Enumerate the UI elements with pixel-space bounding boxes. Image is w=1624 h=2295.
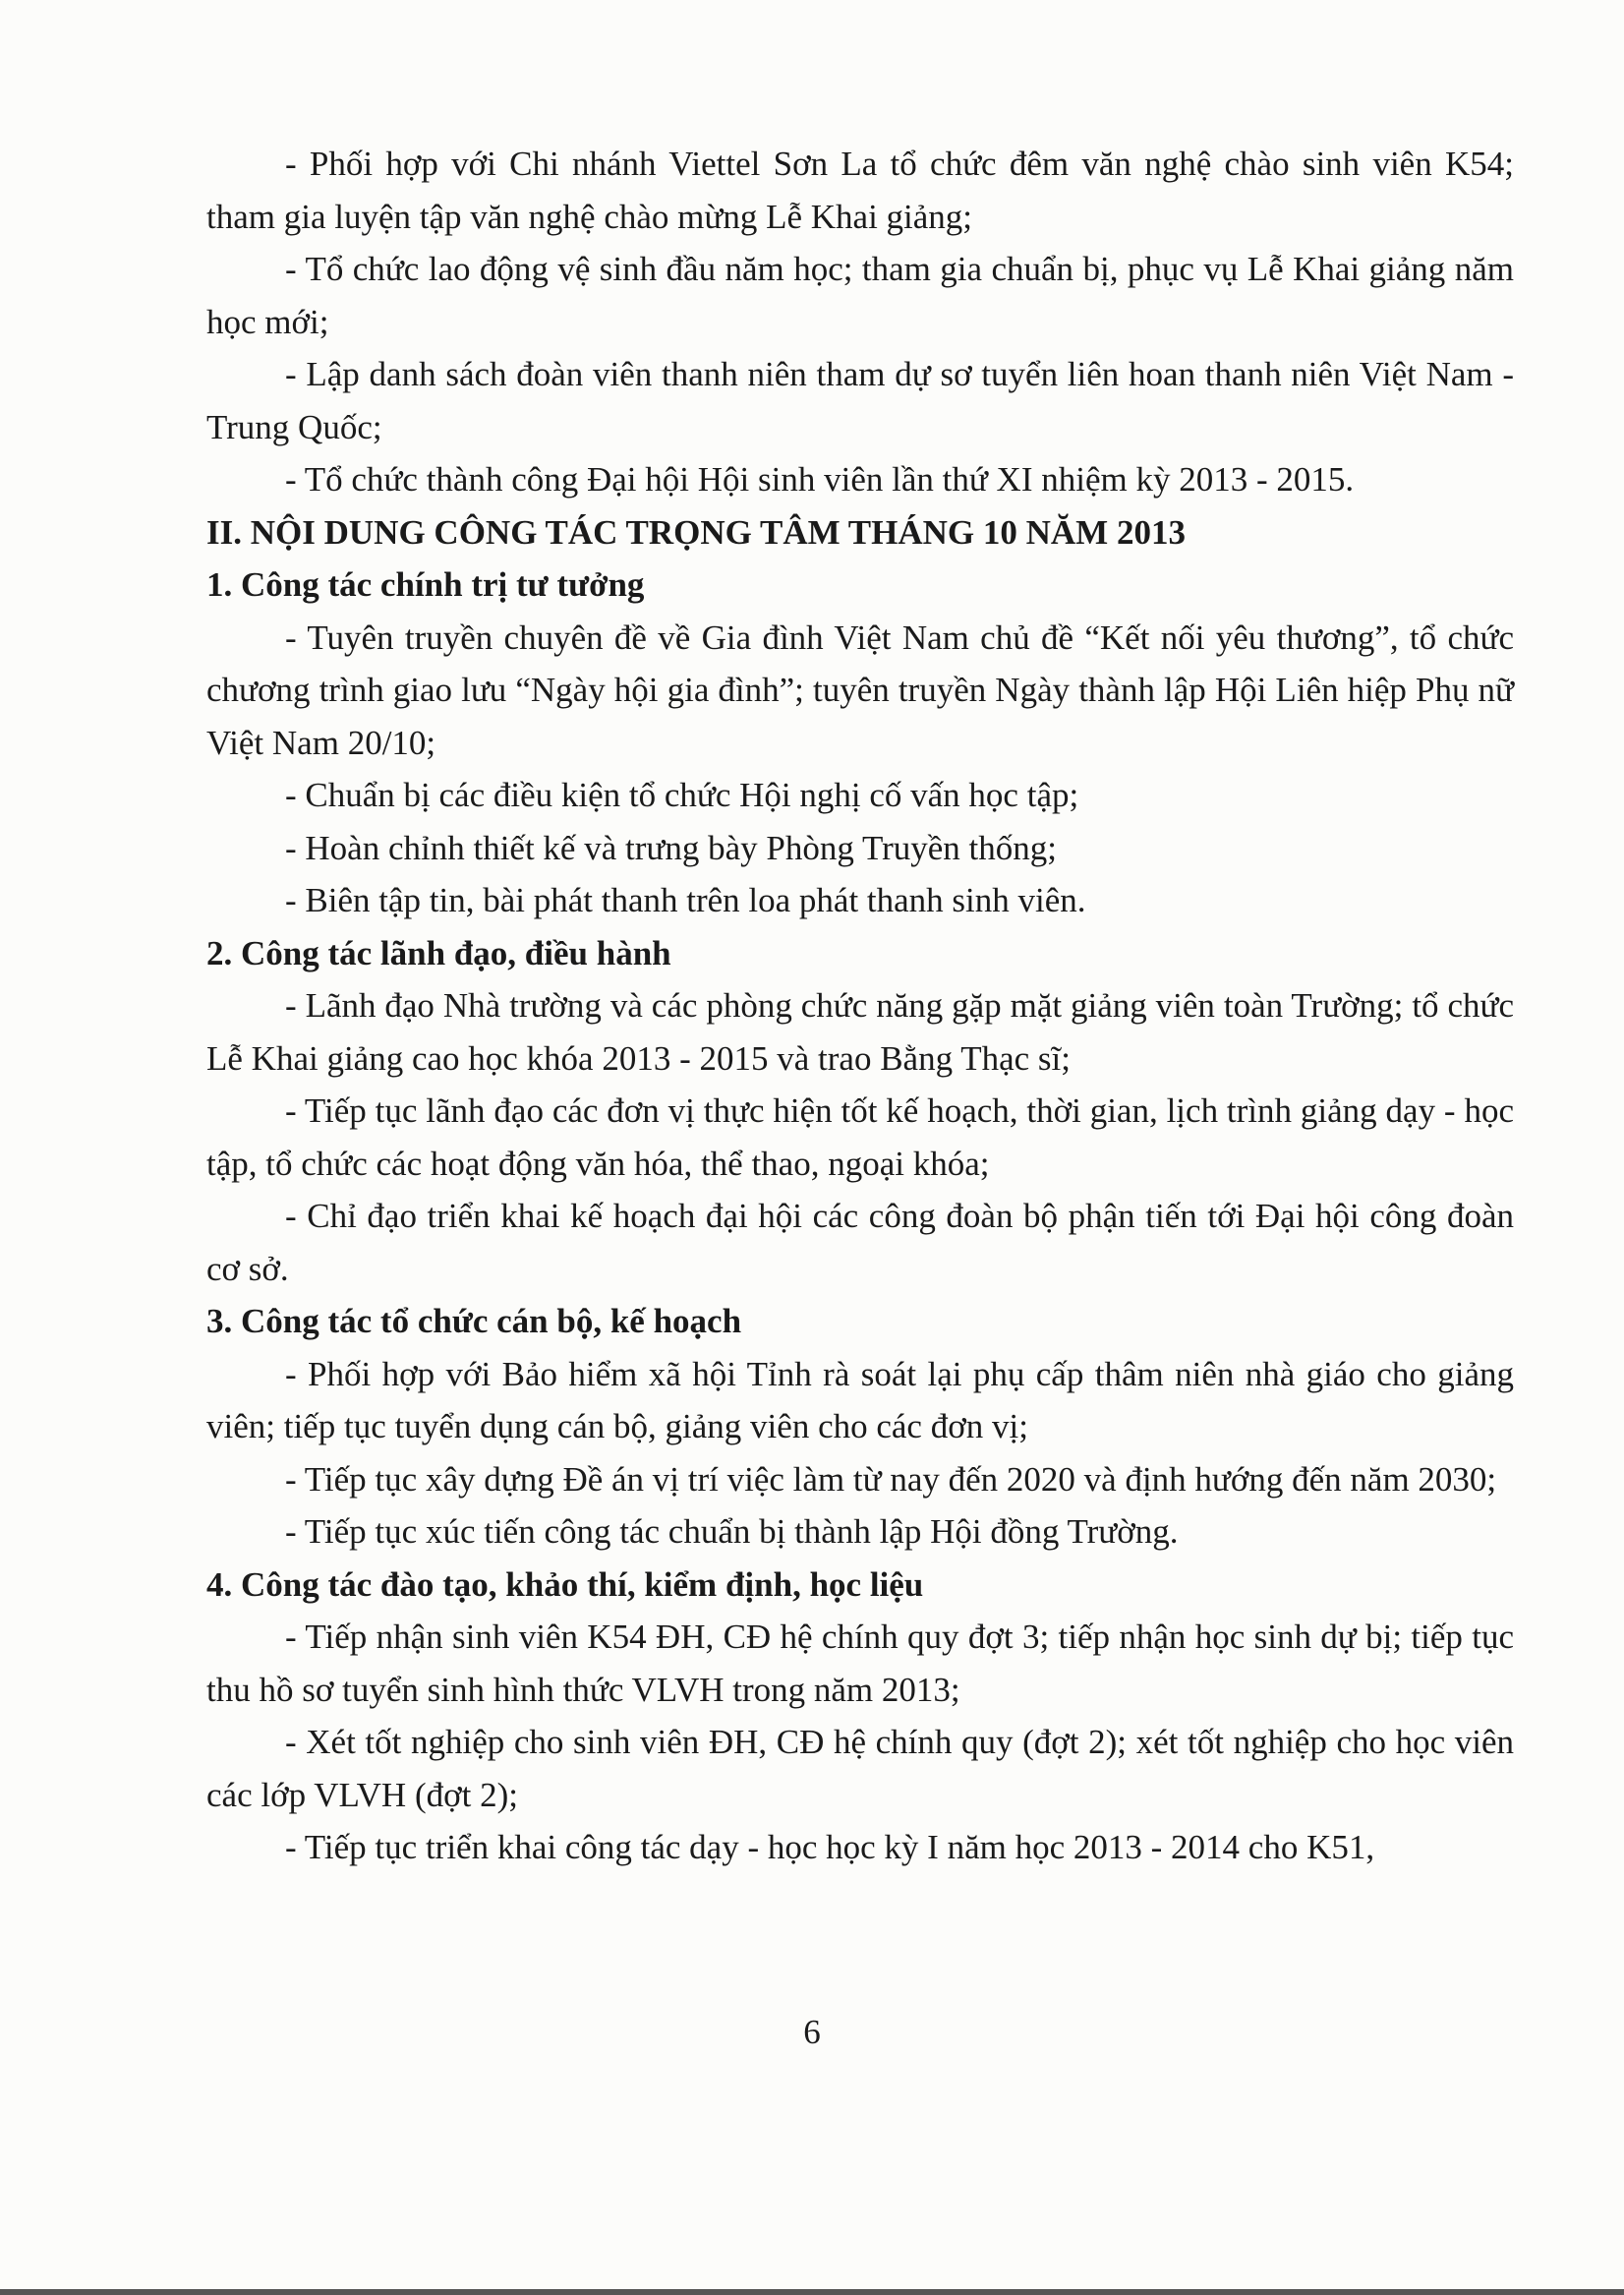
page-number: 6 (803, 2013, 821, 2051)
paragraph: - Lãnh đạo Nhà trường và các phòng chức năng gặp mặt giảng viên toàn Trường; tổ chức Lễ Khai giảng cao học khóa 2013 - 2015 và trao Bằng Thạc sĩ; (206, 986, 1514, 1078)
subsection-title: 4. Công tác đào tạo, khảo thí, kiểm định, học liệu (206, 1564, 924, 1604)
paragraph: - Xét tốt nghiệp cho sinh viên ĐH, CĐ hệ chính quy (đợt 2); xét tốt nghiệp cho học viên các lớp VLVH (đợt 2); (206, 1723, 1514, 1814)
paragraph: - Tổ chức thành công Đại hội Hội sinh viên lần thứ XI nhiệm kỳ 2013 - 2015. (285, 460, 1355, 499)
scan-edge-divider (0, 2289, 1624, 2295)
subsection-title: 3. Công tác tổ chức cán bộ, kế hoạch (206, 1302, 742, 1340)
paragraph: - Tiếp nhận sinh viên K54 ĐH, CĐ hệ chính quy đợt 3; tiếp nhận học sinh dự bị; tiếp tục thu hồ sơ tuyển sinh hình thức VLVH trong năm 2013; (206, 1618, 1514, 1709)
paragraph: - Tiếp tục triển khai công tác dạy - học học kỳ I năm học 2013 - 2014 cho K51, (285, 1828, 1375, 1866)
paragraph: - Biên tập tin, bài phát thanh trên loa phát thanh sinh viên. (285, 881, 1086, 919)
paragraph: - Phối hợp với Bảo hiểm xã hội Tỉnh rà soát lại phụ cấp thâm niên nhà giáo cho giảng viên; tiếp tục tuyển dụng cán bộ, giảng viên cho các đơn vị; (206, 1354, 1514, 1445)
paragraph: - Tuyên truyền chuyên đề về Gia đình Việt Nam chủ đề “Kết nối yêu thương”, tổ chức chương trình giao lưu “Ngày hội gia đình”; tuyên truyền Ngày thành lập Hội Liên hiệp Phụ nữ Việt Nam 20/10; (206, 618, 1514, 762)
paragraph: - Tiếp tục xây dựng Đề án vị trí việc làm từ nay đến 2020 và định hướng đến năm 2030; (285, 1459, 1497, 1499)
subsection-title: 2. Công tác lãnh đạo, điều hành (206, 933, 671, 972)
paragraph: - Chuẩn bị các điều kiện tổ chức Hội nghị cố vấn học tập; (285, 776, 1079, 814)
paragraph: - Lập danh sách đoàn viên thanh niên tham dự sơ tuyển liên hoan thanh niên Việt Nam - Trung Quốc; (206, 355, 1514, 446)
paragraph: - Chỉ đạo triển khai kế hoạch đại hội các công đoàn bộ phận tiến tới Đại hội công đoàn cơ sở. (206, 1197, 1514, 1288)
paragraph: - Hoàn chỉnh thiết kế và trưng bày Phòng Truyền thống; (285, 828, 1058, 867)
document-body (206, 138, 1514, 1874)
paragraph: - Tiếp tục xúc tiến công tác chuẩn bị thành lập Hội đồng Trường. (285, 1512, 1179, 1551)
section-heading: II. NỘI DUNG CÔNG TÁC TRỌNG TÂM THÁNG 10 NĂM 2013 (206, 512, 1186, 552)
paragraph: - Phối hợp với Chi nhánh Viettel Sơn La tổ chức đêm văn nghệ chào sinh viên K54; tham gia luyện tập văn nghệ chào mừng Lễ Khai giảng; (206, 145, 1514, 236)
subsection-title: 1. Công tác chính trị tư tưởng (206, 565, 645, 604)
paragraph: - Tổ chức lao động vệ sinh đầu năm học; tham gia chuẩn bị, phục vụ Lễ Khai giảng năm học mới; (206, 250, 1514, 341)
paragraph: - Tiếp tục lãnh đạo các đơn vị thực hiện tốt kế hoạch, thời gian, lịch trình giảng dạy - học tập, tổ chức các hoạt động văn hóa, thể thao, ngoại khóa; (206, 1091, 1514, 1183)
